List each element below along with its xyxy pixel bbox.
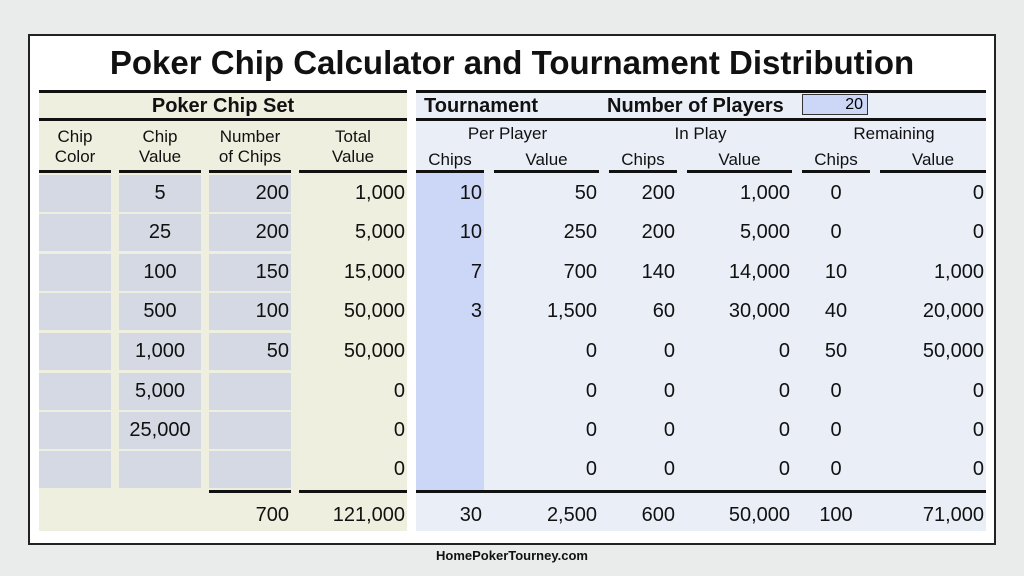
players-label: Number of Players [607,95,784,117]
col-remaining: Remaining [853,124,935,143]
ip-chips-cell: 0 [663,419,675,441]
ip-value-cell: 14,000 [728,261,790,283]
chip-color-swatch[interactable] [39,254,111,291]
col-rm-value: Value [911,150,955,169]
rm-chips-cell: 0 [830,380,842,402]
chip-value-cell[interactable]: 25 [119,214,201,251]
rm-value-cell: 0 [972,221,984,243]
pp-value-cell: 250 [563,221,597,243]
chip-color-swatch[interactable] [39,214,111,251]
rm-value-cell: 0 [972,380,984,402]
col-chip-color-l1: Chip [57,127,93,146]
total-value-cell: 15,000 [343,261,405,283]
column-header-rule [416,170,484,173]
chip-color-swatch[interactable] [39,373,111,410]
num-chips-cell[interactable] [209,412,291,449]
column-header-rule [119,170,201,173]
header-rule-top-right [416,90,986,93]
chip-value-cell[interactable]: 25,000 [119,412,201,449]
rm-value-cell: 20,000 [922,300,984,322]
col-pp-chips: Chips [428,150,472,169]
rm-chips-cell: 50 [824,340,848,362]
column-header-rule [802,170,870,173]
pp-chips-cell: 10 [459,182,482,204]
col-total-value-l1: Total [335,127,371,146]
ip-chips-cell: 200 [641,182,675,204]
column-header-rule [880,170,986,173]
pp-chips-cell [416,333,484,370]
chip-color-swatch[interactable] [39,175,111,212]
players-input[interactable] [802,94,868,115]
chip-color-swatch[interactable] [39,333,111,370]
num-chips-cell[interactable] [209,373,291,410]
col-num-chips-l2: of Chips [218,147,282,166]
col-pp-value: Value [525,150,568,169]
col-rm-chips: Chips [814,150,858,169]
total-rm-value: 71,000 [922,504,984,526]
col-ip-value: Value [718,150,761,169]
rm-value-cell: 0 [972,419,984,441]
ip-value-cell: 30,000 [728,300,790,322]
total-total: 121,000 [332,504,405,526]
col-chip-color-l2: Color [54,147,96,166]
pp-chips-cell [416,373,484,410]
col-chip-color [39,127,111,167]
total-pp-value: 2,500 [546,504,597,526]
num-chips-cell[interactable]: 100 [209,293,291,330]
column-header-rule [494,170,599,173]
ip-chips-cell: 60 [652,300,675,322]
ip-chips-cell: 200 [641,221,675,243]
total-value-cell: 50,000 [343,300,405,322]
ip-value-cell: 0 [778,419,790,441]
chip-color-swatch[interactable] [39,293,111,330]
column-header-rule [39,170,111,173]
total-num-chips: 700 [255,504,289,526]
rm-chips-cell: 0 [830,458,842,480]
column-header-rule [299,170,407,173]
chip-color-swatch[interactable] [39,412,111,449]
col-chip-value [119,127,201,167]
pp-chips-cell: 10 [459,221,482,243]
col-in-play: In Play [674,124,727,143]
ip-value-cell: 5,000 [739,221,790,243]
rm-value-cell: 1,000 [933,261,984,283]
pp-value-cell: 700 [563,261,597,283]
pp-value-cell: 50 [574,182,597,204]
num-chips-cell[interactable]: 50 [209,333,291,370]
tournament-header: Tournament [424,95,539,117]
ip-value-cell: 0 [778,458,790,480]
page-title: Poker Chip Calculator and Tournament Distribution [109,44,915,81]
chip-value-cell[interactable]: 1,000 [119,333,201,370]
pp-value-cell: 0 [585,458,597,480]
pp-value-cell: 0 [585,340,597,362]
chip-value-cell[interactable]: 5 [119,175,201,212]
col-ip-chips: Chips [621,150,665,169]
rm-chips-cell: 40 [824,300,848,322]
ip-chips-cell: 140 [641,261,675,283]
total-rm-chips: 100 [819,504,853,526]
header-rule-right [416,118,986,121]
chip-value-cell[interactable]: 5,000 [119,373,201,410]
pp-chips-cell: 3 [470,300,482,322]
col-total-value-l2: Value [331,147,375,166]
col-total-value [299,127,407,167]
col-chip-value-l2: Value [138,147,182,166]
ip-chips-cell: 0 [663,458,675,480]
rm-chips-cell: 0 [830,221,842,243]
num-chips-cell[interactable] [209,451,291,488]
total-value-cell: 0 [393,419,405,441]
chip-value-cell[interactable]: 100 [119,254,201,291]
pp-chips-cell: 7 [470,261,482,283]
chip-value-cell[interactable] [119,451,201,488]
rm-value-cell: 0 [972,182,984,204]
column-header-rule [687,170,792,173]
col-num-chips-l1: Number [219,127,281,146]
chip-value-cell[interactable]: 500 [119,293,201,330]
pp-chips-cell [416,451,484,488]
totals-rule-total [299,490,407,493]
pp-value-cell: 1,500 [546,300,597,322]
total-ip-value: 50,000 [728,504,790,526]
footer-site: HomePokerTourney.com [436,548,588,563]
column-header-rule [209,170,291,173]
totals-rule-num [209,490,291,493]
col-per-player: Per Player [467,124,548,143]
rm-value-cell: 0 [972,458,984,480]
num-chips-cell[interactable]: 200 [209,214,291,251]
rm-chips-cell: 0 [830,419,842,441]
ip-value-cell: 1,000 [739,182,790,204]
total-value-cell: 0 [393,380,405,402]
num-chips-cell[interactable]: 200 [209,175,291,212]
header-rule-top [39,90,407,93]
totals-rule-right [416,490,986,493]
rm-chips-cell: 10 [824,261,848,283]
total-value-cell: 0 [393,458,405,480]
column-header-rule [609,170,677,173]
total-pp-chips: 30 [459,504,482,526]
header-rule-left [39,118,407,121]
chip-set-header: Poker Chip Set [151,95,295,117]
pp-value-cell: 0 [585,419,597,441]
rm-chips-cell: 0 [830,182,842,204]
chip-color-swatch[interactable] [39,451,111,488]
total-value-cell: 50,000 [343,340,405,362]
rm-value-cell: 50,000 [922,340,984,362]
ip-value-cell: 0 [778,340,790,362]
ip-value-cell: 0 [778,380,790,402]
total-value-cell: 5,000 [354,221,405,243]
num-chips-cell[interactable]: 150 [209,254,291,291]
col-chip-value-l1: Chip [142,127,178,146]
ip-chips-cell: 0 [663,340,675,362]
pp-value-cell: 0 [585,380,597,402]
total-value-cell: 1,000 [354,182,405,204]
pp-chips-cell [416,412,484,449]
ip-chips-cell: 0 [663,380,675,402]
col-num-chips [209,127,291,167]
total-ip-chips: 600 [641,504,675,526]
